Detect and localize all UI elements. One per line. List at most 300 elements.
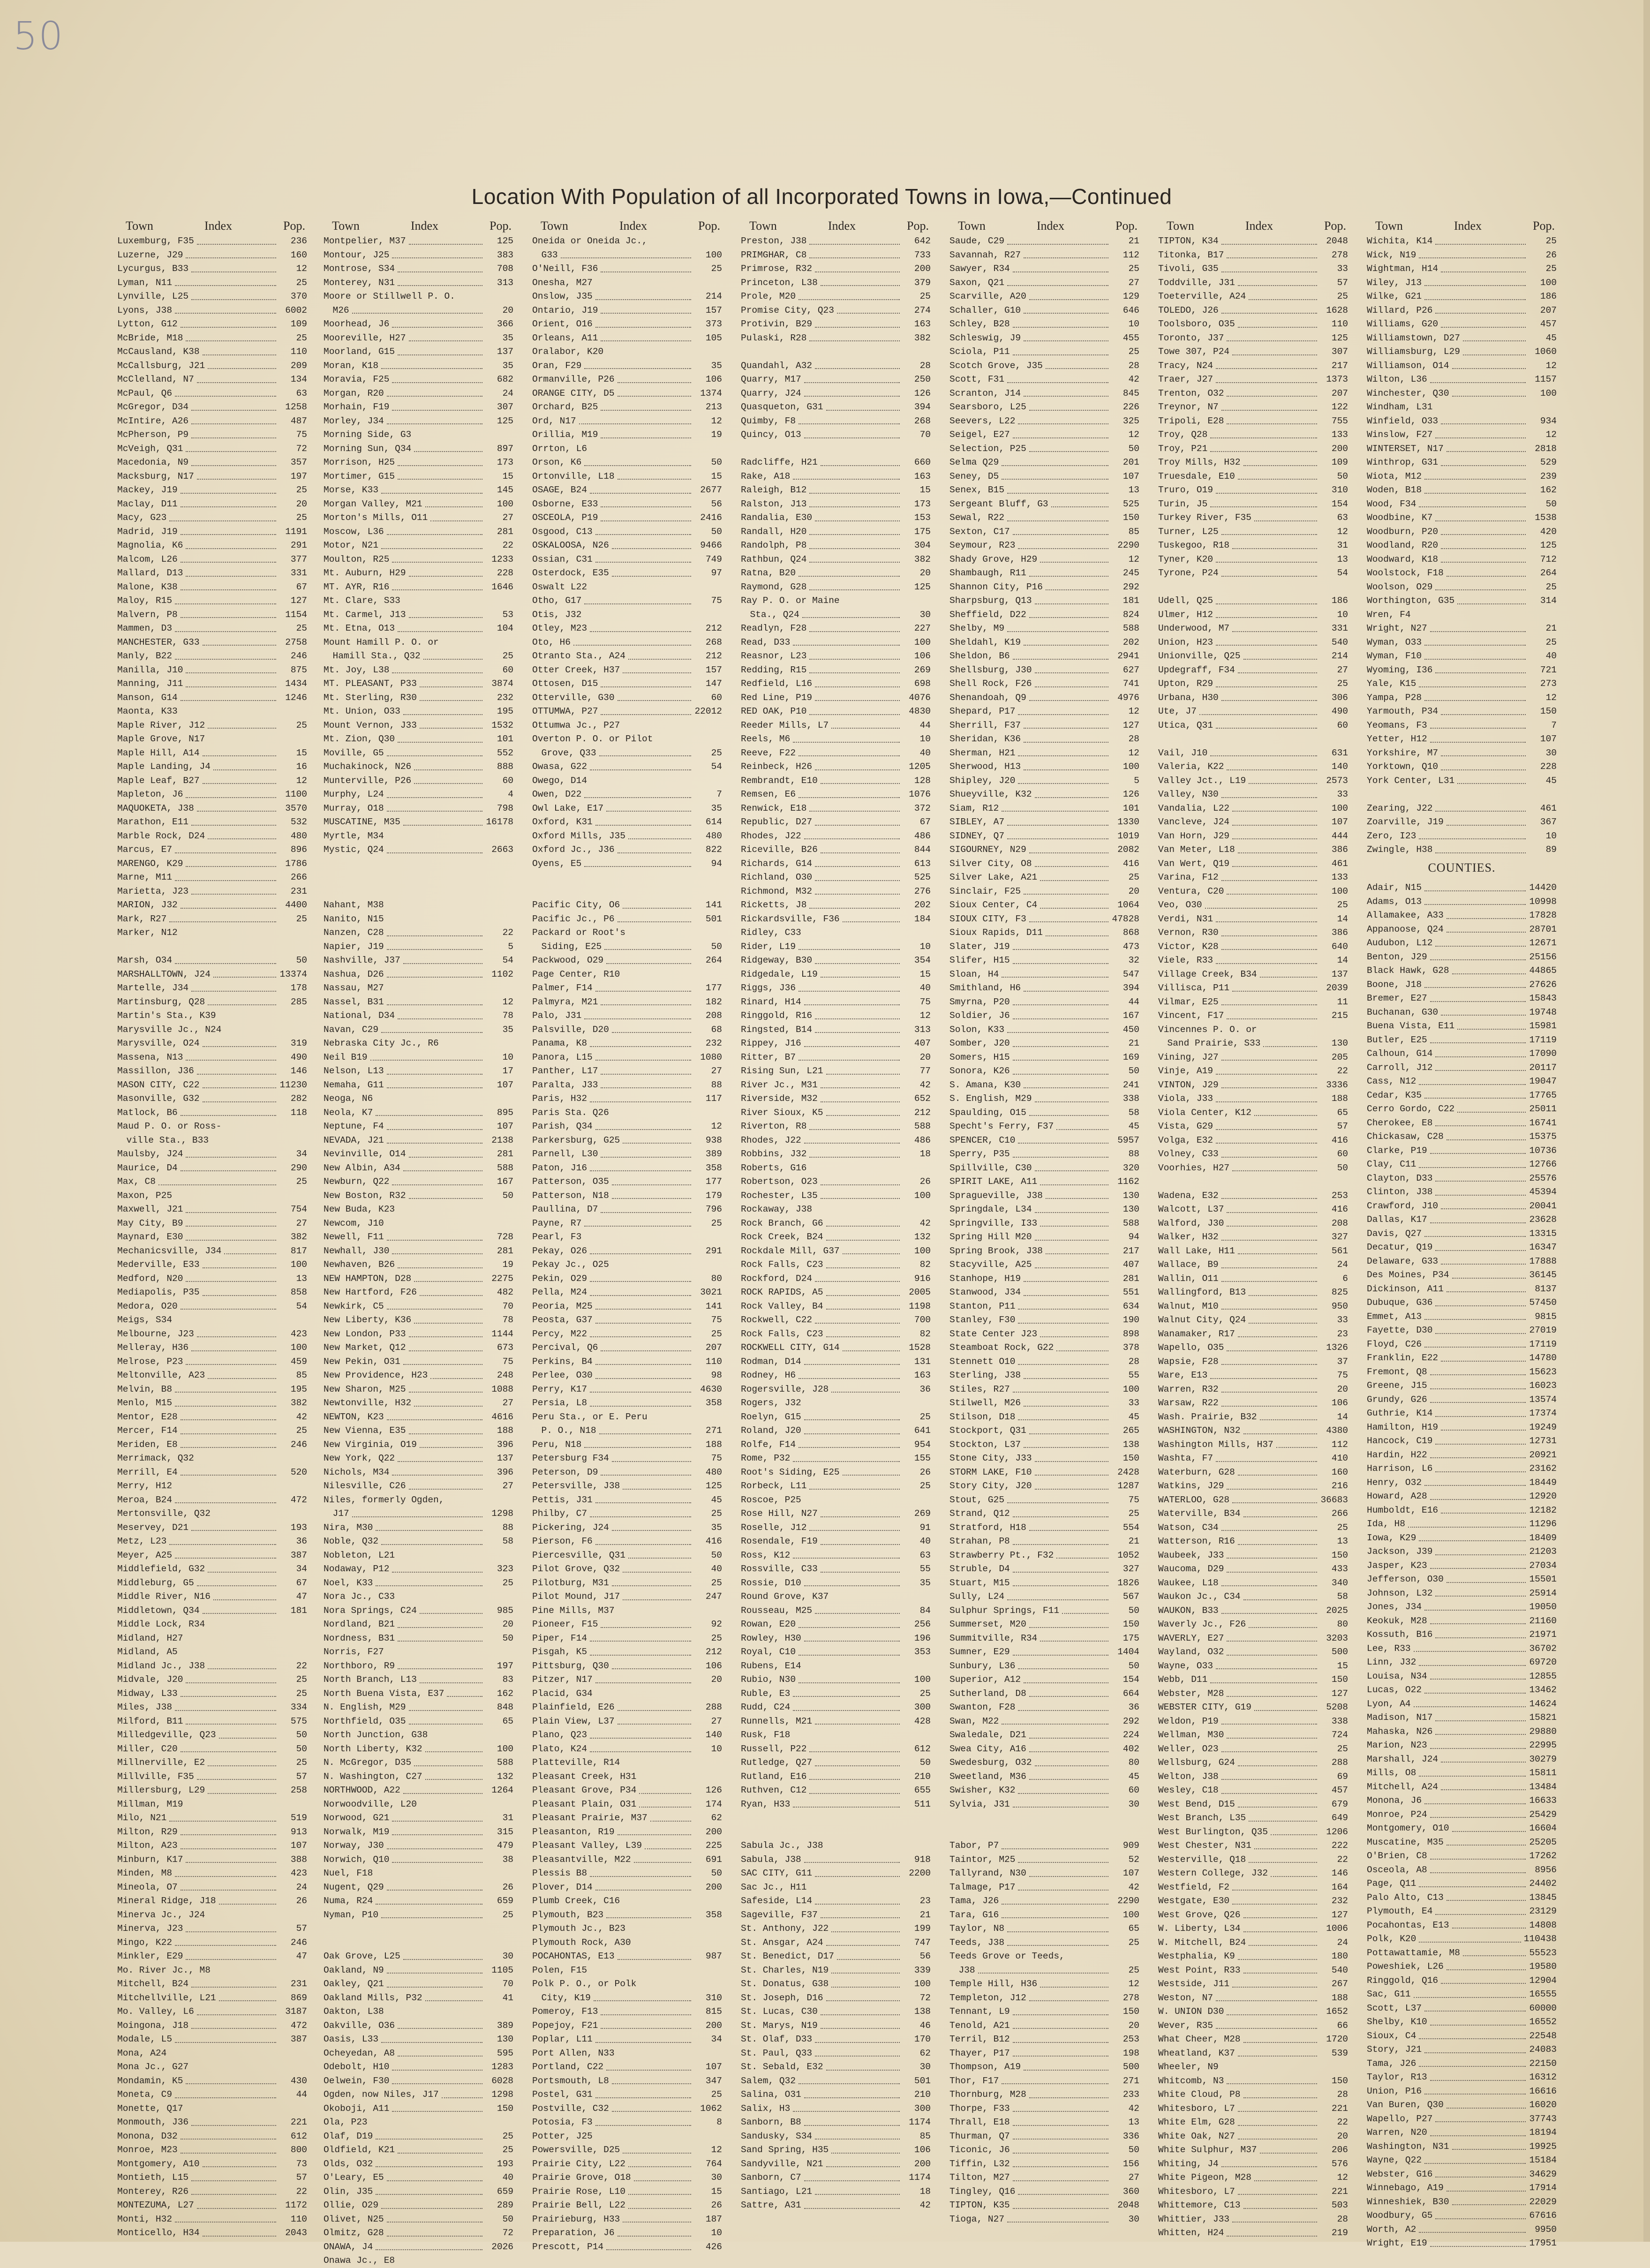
town-row xyxy=(532,1023,722,1037)
town-row xyxy=(532,1922,722,1936)
town-name: Wapello, O35 xyxy=(1158,1342,1224,1353)
town-row xyxy=(532,1991,722,2005)
town-name: Wadena, E32 xyxy=(1158,1190,1219,1201)
dot-leader xyxy=(409,1701,482,1711)
town-name: Walker, H32 xyxy=(1158,1232,1219,1242)
population-value: 190 xyxy=(1123,1315,1139,1325)
dot-leader xyxy=(590,483,691,494)
header-pop: Pop. xyxy=(490,219,512,233)
town-name: Reinbeck, H26 xyxy=(741,761,813,772)
town-name: Otter Creek, H37 xyxy=(532,664,620,675)
population-value: 426 xyxy=(705,2241,722,2252)
dot-leader xyxy=(1013,649,1108,660)
population-value: 13315 xyxy=(1529,1228,1557,1239)
population-value: 33 xyxy=(1337,1315,1348,1325)
town-row xyxy=(741,954,931,968)
town-name: Thompson, A19 xyxy=(949,2062,1021,2072)
dot-leader xyxy=(208,1756,276,1766)
dot-leader xyxy=(197,1452,276,1462)
dot-leader xyxy=(181,1424,276,1434)
town-row xyxy=(741,234,931,249)
town-name: Packard or Root's xyxy=(532,927,625,938)
population-value: 2758 xyxy=(285,637,307,648)
population-value: 12 xyxy=(1337,526,1348,537)
population-value: 212 xyxy=(705,651,722,661)
town-name: WASHINGTON, N32 xyxy=(1158,1425,1241,1436)
dot-leader xyxy=(623,1590,691,1600)
town-name: Onslow, J35 xyxy=(532,291,593,301)
population-value: 450 xyxy=(1123,1024,1139,1035)
dot-leader xyxy=(376,2130,482,2140)
county-row xyxy=(1367,1808,1557,1822)
county-row xyxy=(1367,2181,1557,2195)
town-name: Morgan, R20 xyxy=(324,388,384,399)
town-name: Mortimer, G15 xyxy=(324,471,395,482)
population-value: 20 xyxy=(1337,1384,1348,1394)
dot-leader xyxy=(376,1867,482,1877)
dot-leader xyxy=(612,1023,691,1033)
town-name: Whitesboro, L7 xyxy=(1158,2103,1235,2114)
town-row xyxy=(532,995,722,1010)
dot-leader xyxy=(584,788,691,798)
town-row xyxy=(949,2047,1139,2061)
town-name: Moorland, G15 xyxy=(324,347,395,357)
town-name: S. English, M29 xyxy=(949,1093,1032,1104)
dot-leader xyxy=(447,1493,482,1504)
dot-leader xyxy=(1424,1600,1526,1611)
town-row xyxy=(949,456,1139,470)
town-row xyxy=(532,608,722,622)
town-row xyxy=(324,2130,513,2144)
town-row xyxy=(324,1894,513,1908)
pencil-page-number: 50 xyxy=(13,14,64,59)
population-value: 27019 xyxy=(1529,1325,1557,1335)
town-name: Salem, Q32 xyxy=(741,2075,796,2086)
town-name: Pilot Grove, Q32 xyxy=(532,1564,620,1574)
town-name: Wallace, B9 xyxy=(1158,1259,1219,1270)
population-value xyxy=(279,1009,307,1023)
town-name: Morning Side, G3 xyxy=(324,429,412,440)
town-row xyxy=(532,802,722,816)
town-row xyxy=(1158,1798,1348,1812)
dot-leader xyxy=(181,1438,276,1448)
population-value: 22995 xyxy=(1529,1740,1557,1750)
town-name: Victor, K28 xyxy=(1158,941,1219,952)
dot-leader xyxy=(181,497,276,508)
town-name: Stone City, J33 xyxy=(949,1453,1032,1463)
dot-leader xyxy=(601,332,691,342)
dot-leader xyxy=(191,815,276,826)
town-row xyxy=(532,1798,722,1812)
town-name: Oto, H6 xyxy=(532,637,571,648)
town-row xyxy=(532,1977,722,1991)
town-row xyxy=(117,1977,307,1991)
dot-leader xyxy=(1408,1517,1526,1528)
town-name: SIDNEY, Q7 xyxy=(949,830,1005,841)
town-name: Potosia, F3 xyxy=(532,2117,593,2127)
dot-leader xyxy=(1002,1715,1108,1725)
dot-leader xyxy=(579,414,691,425)
dot-leader xyxy=(612,2102,691,2112)
dot-leader xyxy=(191,885,276,895)
population-value: 595 xyxy=(497,2048,513,2058)
dot-leader xyxy=(1221,1770,1317,1780)
population-value: 55 xyxy=(1128,1370,1139,1380)
dot-leader xyxy=(1441,1006,1526,1016)
town-row xyxy=(324,1659,513,1673)
dot-leader xyxy=(1447,1130,1526,1140)
town-name: Monroe, M23 xyxy=(117,2145,178,2155)
town-name: Yorkshire, M7 xyxy=(1367,747,1439,758)
town-name: Reeve, F22 xyxy=(741,747,796,758)
population-value: 141 xyxy=(705,900,722,910)
town-name: Mapleton, J6 xyxy=(117,789,183,799)
county-row xyxy=(1367,1075,1557,1089)
town-row xyxy=(324,954,513,968)
population-value: 21203 xyxy=(1529,1546,1557,1557)
town-name: Thornburg, M28 xyxy=(949,2089,1026,2100)
town-row xyxy=(949,290,1139,304)
population-value: 1172 xyxy=(285,2200,307,2210)
dot-leader xyxy=(1024,1272,1108,1282)
town-name: Marcus, E7 xyxy=(117,844,173,855)
town-name: Nordness, B31 xyxy=(324,1633,395,1643)
population-value xyxy=(694,1922,722,1936)
dot-leader xyxy=(1024,249,1108,259)
town-row xyxy=(1158,1839,1348,1853)
dot-leader xyxy=(1024,981,1108,992)
town-row xyxy=(1367,719,1557,733)
town-name: Robertson, O23 xyxy=(741,1176,818,1187)
town-row xyxy=(324,843,513,857)
dot-leader xyxy=(1435,1725,1526,1735)
town-name: Ratna, B20 xyxy=(741,568,796,578)
town-name: Owasa, G22 xyxy=(532,761,588,772)
population-value: 219 xyxy=(1331,2228,1348,2238)
town-name: Martinsburg, Q28 xyxy=(117,996,205,1007)
county-row xyxy=(1367,992,1557,1006)
population-value: 12 xyxy=(502,996,513,1007)
town-row xyxy=(117,2157,307,2171)
town-row xyxy=(949,663,1139,678)
dot-leader xyxy=(623,968,691,978)
population-value: 394 xyxy=(1123,983,1139,993)
town-name: Masonville, G32 xyxy=(117,1093,200,1104)
town-name: Hardin, H22 xyxy=(1367,1449,1427,1460)
dot-leader xyxy=(186,1203,276,1213)
dot-leader xyxy=(1221,1521,1317,1531)
town-row xyxy=(741,566,931,580)
population-value xyxy=(279,2060,307,2074)
town-row xyxy=(741,1645,931,1659)
population-value: 479 xyxy=(497,1840,513,1851)
population-value: 24083 xyxy=(1529,2044,1557,2055)
town-name: Randalia, E30 xyxy=(741,512,813,523)
town-name: Rockdale Mill, G37 xyxy=(741,1245,840,1256)
population-value: 110 xyxy=(290,2214,307,2224)
town-row xyxy=(949,843,1139,857)
town-name: Walnut City, Q24 xyxy=(1158,1315,1246,1325)
population-value xyxy=(279,1479,307,1493)
dot-leader xyxy=(809,580,900,591)
dot-leader xyxy=(1435,1116,1526,1127)
dot-leader xyxy=(1430,732,1526,743)
town-row xyxy=(949,1438,1139,1452)
dot-leader xyxy=(1013,1798,1108,1808)
dot-leader xyxy=(584,608,691,618)
dot-leader xyxy=(1227,885,1317,895)
town-name: Ulmer, H12 xyxy=(1158,609,1213,620)
population-value: 100 xyxy=(914,1674,931,1685)
town-row xyxy=(949,608,1139,622)
population-value: 125 xyxy=(914,581,931,592)
town-name: W. Liberty, L34 xyxy=(1158,1923,1241,1934)
town-row xyxy=(949,1936,1139,1950)
town-name: What Cheer, M28 xyxy=(1158,2034,1241,2044)
population-value xyxy=(279,1452,307,1466)
town-row xyxy=(1158,1355,1348,1369)
town-name: Whitten, H24 xyxy=(1158,2228,1224,2238)
dot-leader xyxy=(1254,511,1317,521)
population-value: 160 xyxy=(1331,1467,1348,1477)
dot-leader xyxy=(1238,2102,1317,2112)
population-value: 389 xyxy=(705,1149,722,1159)
town-name: Mills, O8 xyxy=(1367,1768,1416,1778)
dot-leader xyxy=(628,926,691,936)
town-row xyxy=(949,1922,1139,1936)
town-name: Mammen, D3 xyxy=(117,623,173,633)
town-row xyxy=(1158,2047,1348,2061)
dot-leader xyxy=(1018,1134,1108,1144)
town-row xyxy=(117,525,307,539)
town-name: Luxemburg, F35 xyxy=(117,236,194,246)
town-name: Yampa, P28 xyxy=(1367,692,1422,703)
population-value: 50 xyxy=(711,1868,722,1878)
town-name: Olaf, D19 xyxy=(324,2131,373,2141)
town-row xyxy=(324,2226,513,2240)
dot-leader xyxy=(793,1549,900,1559)
population-value: 268 xyxy=(705,637,722,648)
population-value: 196 xyxy=(914,1633,931,1643)
population-value: 26 xyxy=(711,2200,722,2210)
town-name: Marathon, E11 xyxy=(117,817,189,827)
population-value: 612 xyxy=(290,2131,307,2141)
population-value: 339 xyxy=(914,1965,931,1975)
town-row xyxy=(1158,234,1348,249)
town-name: Russell, P22 xyxy=(741,1743,807,1754)
county-row xyxy=(1367,2071,1557,2085)
town-row xyxy=(324,428,513,442)
dot-leader xyxy=(1238,2185,1317,2195)
town-row xyxy=(949,1535,1139,1549)
population-value: 396 xyxy=(497,1439,513,1450)
town-row xyxy=(1158,926,1348,940)
county-row xyxy=(1367,1310,1557,1324)
population-value: 18194 xyxy=(1529,2127,1557,2138)
dot-leader xyxy=(590,580,691,591)
population-value xyxy=(279,2102,307,2116)
town-name: Fremont, Q8 xyxy=(1367,1366,1427,1377)
population-value: 16312 xyxy=(1529,2072,1557,2082)
town-row xyxy=(741,843,931,857)
town-row xyxy=(1158,885,1348,899)
dot-leader xyxy=(403,1784,482,1794)
column-3 xyxy=(532,219,722,2254)
population-value: 2573 xyxy=(1326,775,1348,786)
town-name: Richland, O30 xyxy=(741,872,813,882)
population-value: 20921 xyxy=(1529,1449,1557,1460)
population-value xyxy=(694,608,722,622)
town-row xyxy=(741,1908,931,1922)
town-name: Ute, J7 xyxy=(1158,706,1197,716)
population-value: 378 xyxy=(1123,1342,1139,1353)
dot-leader xyxy=(1232,2213,1317,2223)
town-row xyxy=(117,539,307,553)
town-name: Swea City, A16 xyxy=(949,1743,1026,1754)
dot-leader xyxy=(1260,1410,1317,1421)
town-row xyxy=(1158,2019,1348,2033)
town-name: North Junction, G38 xyxy=(324,1730,428,1740)
town-name: White Sulphur, M37 xyxy=(1158,2145,1257,2155)
dot-leader xyxy=(1430,1213,1526,1223)
town-row xyxy=(532,234,722,249)
dot-leader xyxy=(181,705,276,715)
dot-leader xyxy=(186,1217,276,1227)
town-name: Mitchell, A24 xyxy=(1367,1781,1439,1792)
town-row xyxy=(117,400,307,414)
population-value: 200 xyxy=(705,2020,722,2031)
population-value: 215 xyxy=(1331,1010,1348,1021)
dot-leader xyxy=(1029,1867,1108,1877)
town-row xyxy=(949,1770,1139,1784)
town-name: Perry, K17 xyxy=(532,1384,588,1394)
dot-leader xyxy=(1029,1521,1108,1531)
town-row xyxy=(117,926,307,940)
town-name: Tivoli, G35 xyxy=(1158,264,1219,274)
town-row xyxy=(532,1037,722,1051)
population-value xyxy=(485,428,513,442)
town-row xyxy=(117,995,307,1010)
town-name: Adams, O13 xyxy=(1367,896,1422,907)
town-row xyxy=(949,1341,1139,1355)
county-row xyxy=(1367,1739,1557,1753)
population-value: 3874 xyxy=(491,678,513,689)
population-value: 210 xyxy=(914,1771,931,1782)
population-value: 4630 xyxy=(700,1384,722,1394)
town-name: Scott, F31 xyxy=(949,374,1005,384)
town-row xyxy=(949,788,1139,802)
dot-leader xyxy=(826,1839,900,1849)
town-name: Sioux, C4 xyxy=(1367,2030,1416,2041)
town-name: Dallas, K17 xyxy=(1367,1214,1427,1225)
dot-leader xyxy=(1013,2143,1108,2154)
dot-leader xyxy=(175,1396,276,1407)
dot-leader xyxy=(208,1784,276,1794)
dot-leader xyxy=(1035,1466,1108,1476)
column-header xyxy=(324,219,513,234)
town-row xyxy=(949,1756,1139,1770)
town-row xyxy=(324,1106,513,1120)
town-row xyxy=(1367,262,1557,276)
population-value: 13 xyxy=(1337,554,1348,565)
town-row xyxy=(532,1770,722,1784)
dot-leader xyxy=(1424,276,1526,286)
town-row xyxy=(949,1147,1139,1161)
population-value: 221 xyxy=(290,2117,307,2127)
population-value: 25 xyxy=(296,1425,307,1436)
header-index: Index xyxy=(204,219,233,233)
dot-leader xyxy=(181,691,276,701)
town-row xyxy=(324,1881,513,1895)
population-value: 141 xyxy=(705,1301,722,1311)
dot-leader xyxy=(420,1798,482,1808)
population-value: 15 xyxy=(919,485,931,495)
town-row xyxy=(741,2185,931,2199)
town-name: West Bend, D15 xyxy=(1158,1799,1235,1809)
dot-leader xyxy=(381,2033,482,2043)
dot-leader xyxy=(381,539,482,549)
county-row xyxy=(1367,1393,1557,1407)
town-name: St. Joseph, D16 xyxy=(741,1992,823,2003)
dot-leader xyxy=(387,2171,482,2181)
town-name: MARSHALLTOWN, J24 xyxy=(117,969,211,980)
town-name: Pleasant Creek, H31 xyxy=(532,1771,637,1782)
population-value: 2048 xyxy=(1326,236,1348,246)
town-name: Polen, F15 xyxy=(532,1965,588,1975)
population-value: 100 xyxy=(1123,761,1139,772)
town-name: Wilton, L36 xyxy=(1367,374,1427,384)
dot-leader xyxy=(197,2199,276,2209)
spacer xyxy=(324,857,513,871)
town-name: Parish, Q34 xyxy=(532,1121,593,1131)
dot-leader xyxy=(1056,1341,1108,1351)
dot-leader xyxy=(793,470,900,480)
town-name: Persia, L8 xyxy=(532,1398,588,1408)
town-row xyxy=(741,719,931,733)
town-row xyxy=(741,1313,931,1327)
town-name: Mondamin, K5 xyxy=(117,2075,183,2086)
town-row xyxy=(1367,359,1557,373)
town-name: Truro, O19 xyxy=(1158,485,1213,495)
population-value xyxy=(903,1839,931,1853)
town-name: Mackey, J19 xyxy=(117,485,178,495)
town-name: Mona Jc., G27 xyxy=(117,2062,189,2072)
dot-leader xyxy=(352,1507,482,1517)
dot-leader xyxy=(1260,968,1317,978)
population-value: 5 xyxy=(1134,775,1139,786)
town-name: Rogersville, J28 xyxy=(741,1384,829,1394)
dot-leader xyxy=(573,636,691,646)
population-value: 455 xyxy=(1123,332,1139,343)
population-value: 127 xyxy=(1331,1909,1348,1920)
dot-leader xyxy=(1227,1562,1317,1573)
population-value: 88 xyxy=(502,1522,513,1533)
dot-leader xyxy=(191,428,276,438)
town-name: Philby, C7 xyxy=(532,1508,588,1519)
town-row xyxy=(1158,1811,1348,1825)
town-name: Pierson, F6 xyxy=(532,1536,593,1546)
town-row xyxy=(324,497,513,512)
town-name: Valeria, K22 xyxy=(1158,761,1224,772)
dot-leader xyxy=(1419,497,1526,508)
county-row xyxy=(1367,1116,1557,1130)
dot-leader xyxy=(1035,1092,1108,1102)
town-name: Linn, J32 xyxy=(1367,1657,1416,1667)
dot-leader xyxy=(628,2157,691,2168)
population-value xyxy=(485,829,513,844)
population-value: 34629 xyxy=(1529,2169,1557,2179)
town-row xyxy=(949,1798,1139,1812)
